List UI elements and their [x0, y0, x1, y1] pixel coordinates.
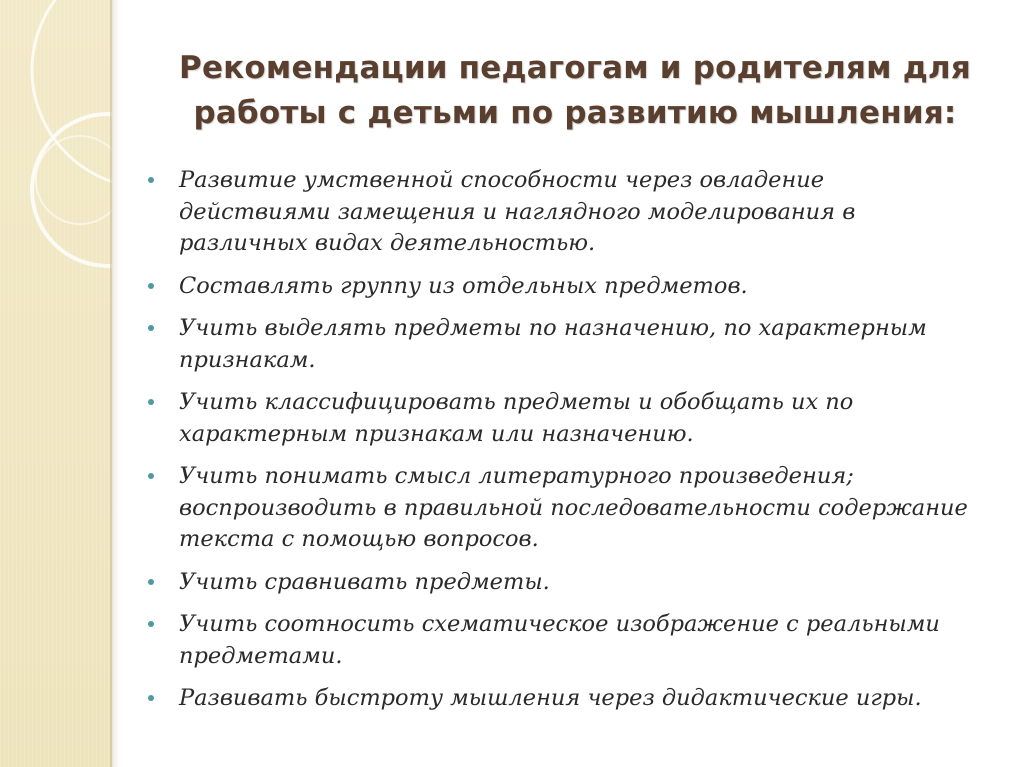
- bullet-item: [148, 271, 968, 303]
- side-band-edge: [110, 0, 111, 767]
- bullet-item: [148, 683, 968, 715]
- bullet-dot-icon: [148, 399, 154, 405]
- bullet-item: [148, 387, 968, 450]
- bullet-text: Составлять группу из отдельных предметов.: [179, 272, 748, 299]
- bullet-text: Развитие умственной способности через овладение действиями замещения и наглядного моделирования в различных видах деятельностью.: [179, 167, 856, 256]
- bullet-dot-icon: [148, 621, 154, 627]
- bullet-list: [148, 165, 968, 726]
- bullet-text: Учить выделять предметы по назначению, по характерным признакам.: [179, 315, 927, 373]
- bullet-text: Развивать быстроту мышления через дидактические игры.: [179, 685, 922, 711]
- bullet-dot-icon: [148, 695, 154, 701]
- bullet-item: [148, 313, 968, 376]
- bullet-item: [148, 567, 968, 599]
- bullet-text: Учить понимать смысл литературного произведения; воспроизводить в правильной последовательности содержание текста с помощью вопросов.: [179, 463, 968, 552]
- bullet-item: [148, 165, 968, 260]
- bullet-dot-icon: [148, 473, 154, 479]
- bullet-item: [148, 609, 968, 672]
- side-band-shadow: [110, 0, 120, 767]
- bullet-dot-icon: [148, 579, 154, 585]
- bullet-text: Учить соотносить схематическое изображение с реальными предметами.: [179, 611, 940, 669]
- slide-title: Рекомендации педагогам и родителям для работы с детьми по развитию мышления:: [179, 50, 971, 131]
- bullet-text: Учить классифицировать предметы и обобщать их по характерным признакам или назначению.: [179, 389, 854, 447]
- bullet-dot-icon: [148, 283, 154, 289]
- bullet-dot-icon: [148, 177, 154, 183]
- decorative-circles: [0, 0, 112, 300]
- bullet-item: [148, 461, 968, 556]
- bullet-text: Учить сравнивать предметы.: [179, 568, 550, 595]
- bullet-dot-icon: [148, 325, 154, 331]
